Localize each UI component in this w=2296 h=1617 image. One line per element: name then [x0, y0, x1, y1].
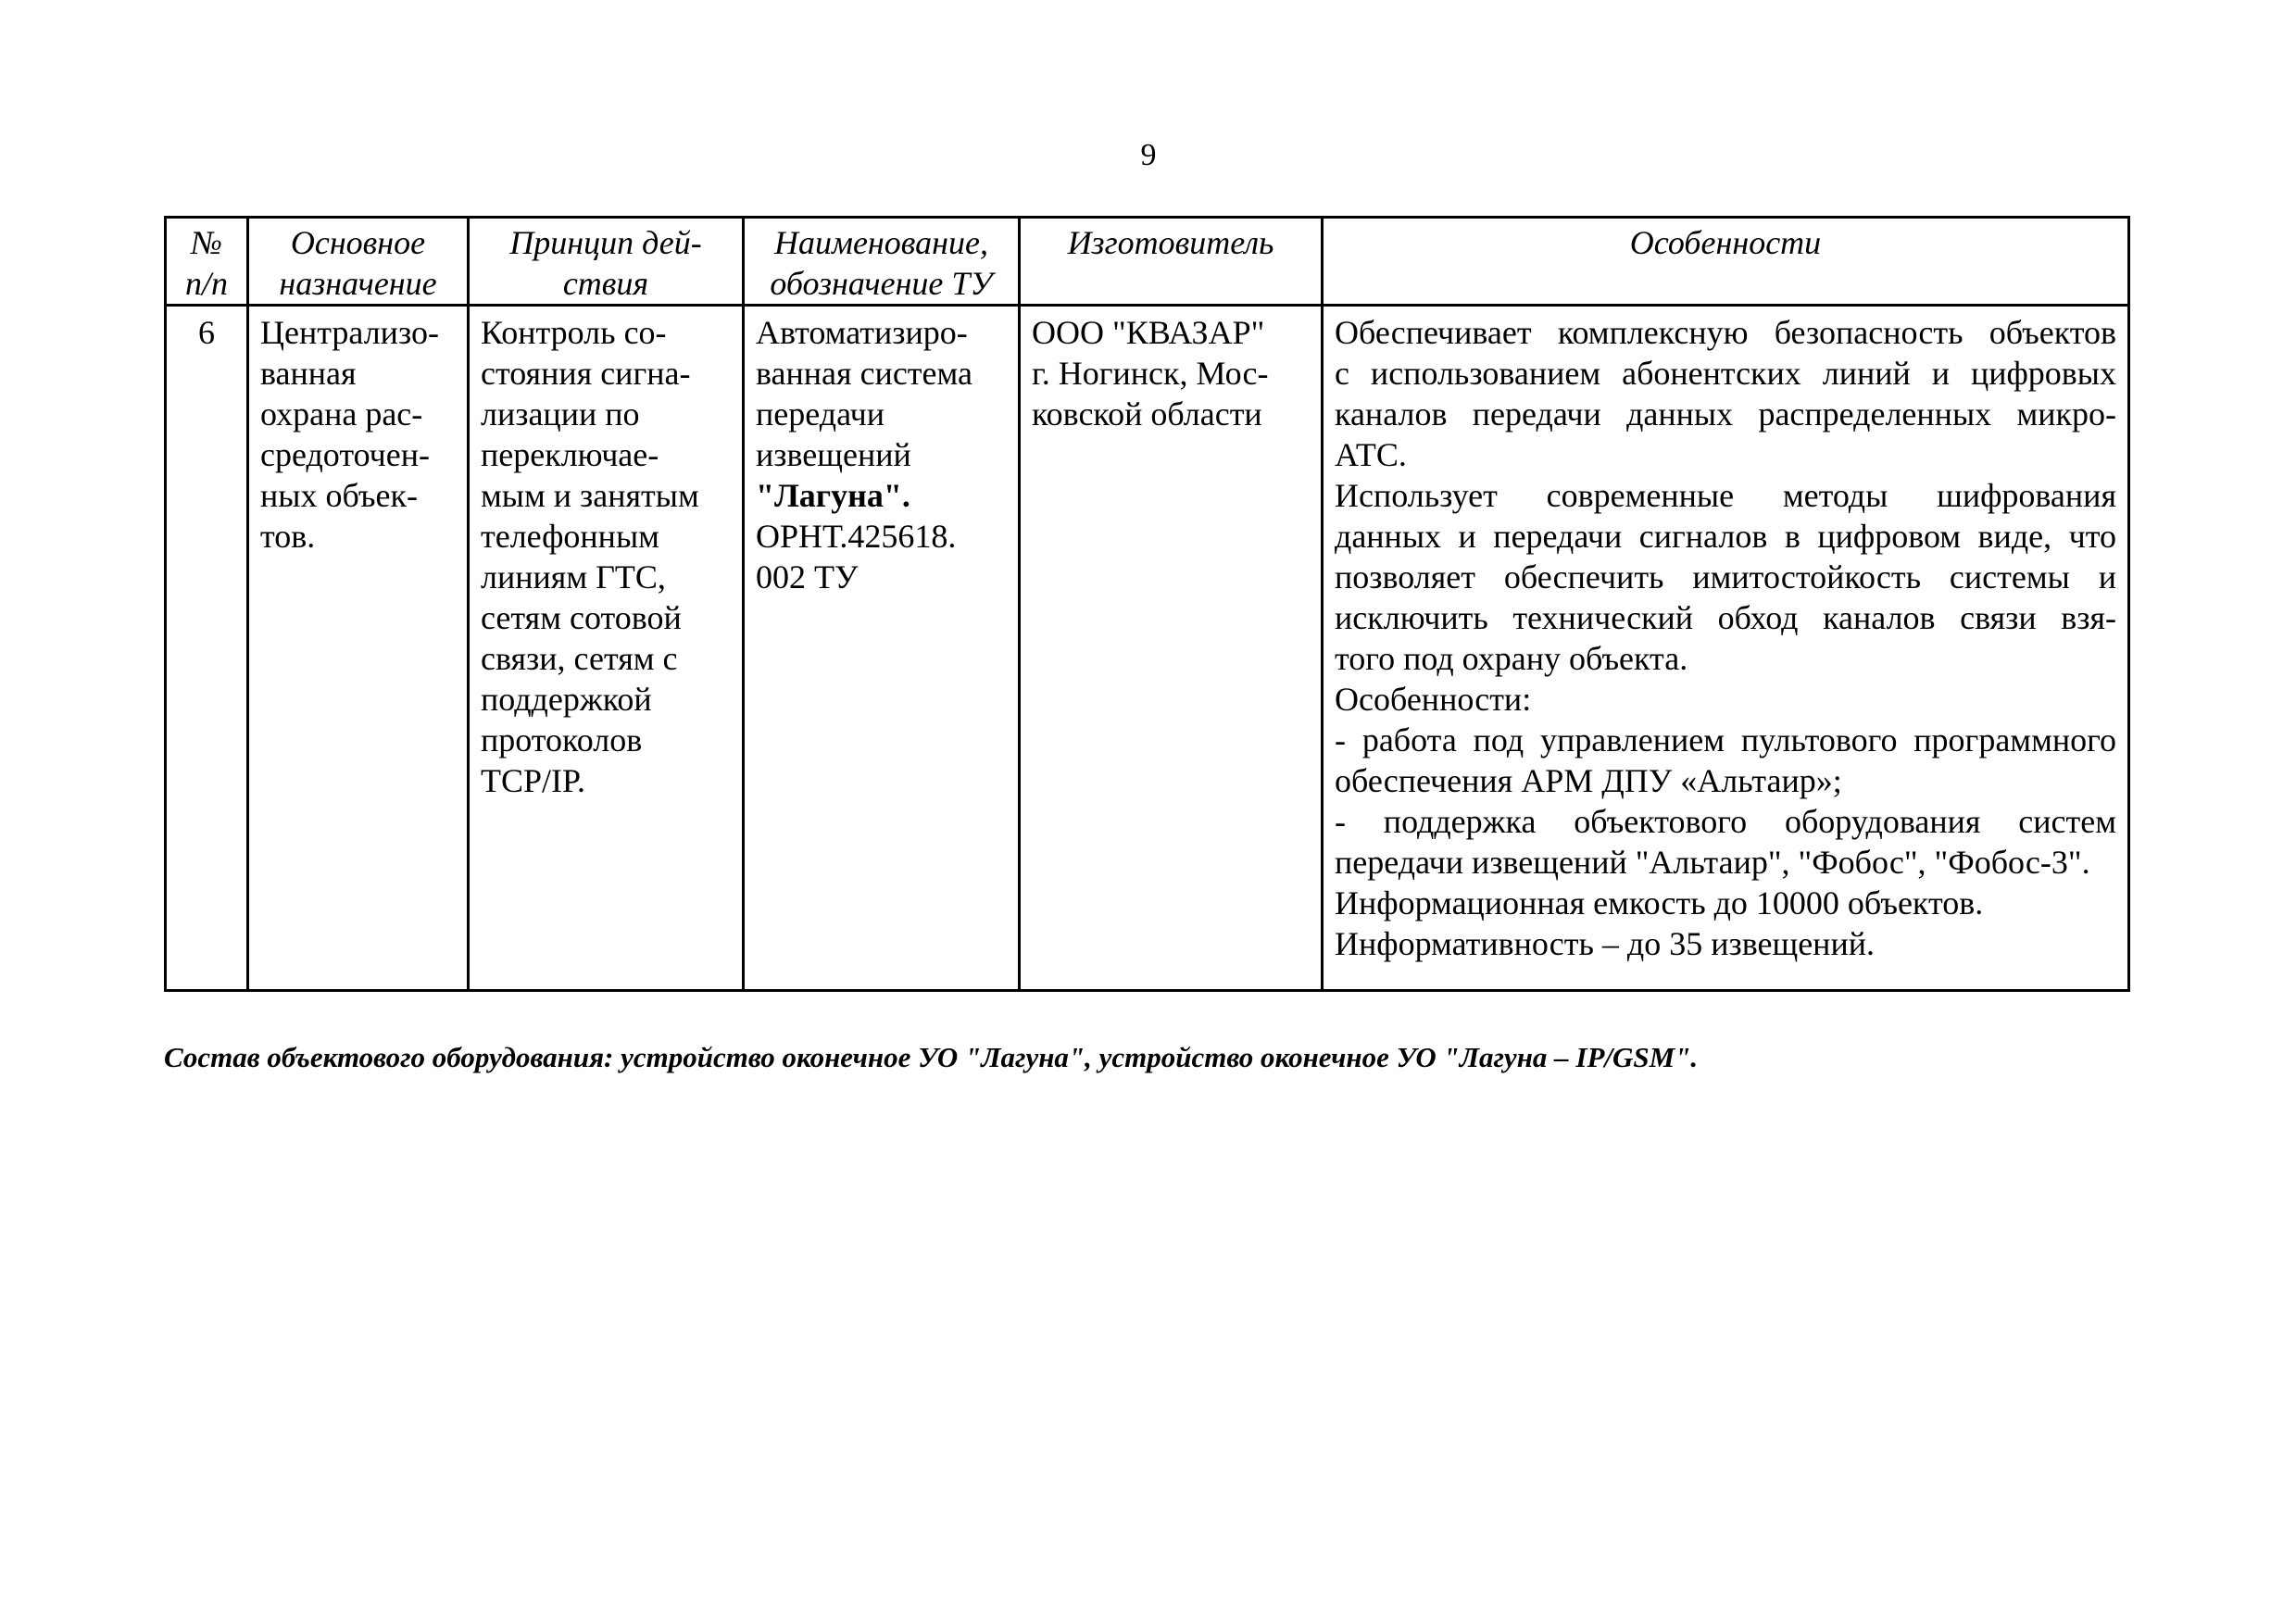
header-features: Особенности	[1323, 218, 2129, 306]
page-number: 9	[1140, 138, 1157, 172]
table-header-row	[166, 218, 2129, 306]
equipment-table	[164, 216, 2130, 992]
header-name: Наименование, обозначение ТУ	[744, 218, 1020, 306]
table-row	[166, 306, 2129, 991]
features-line: каналов передачи данных распределенных микро-	[1335, 395, 2116, 432]
features-line: Использует современные методы шифрования	[1335, 477, 2116, 514]
features-line: - работа под управлением пультового программного	[1335, 721, 2116, 758]
equipment-composition-note: Состав объектового оборудования: устройство оконечное УО "Лагуна", устройство оконечное УО "Лагуна – IP/GSM".	[164, 1041, 1699, 1073]
header-number: № п/п	[166, 218, 248, 306]
features-line: обеспечения АРМ ДПУ «Альтаир»;	[1335, 762, 1842, 799]
features-line: - поддержка объектового оборудования систем	[1335, 803, 2116, 840]
features-line: передачи извещений "Альтаир", "Фобос", "Фобос-3".	[1335, 844, 2090, 881]
features-line: АТС.	[1335, 436, 1407, 473]
features-line: позволяет обеспечить имитостойкость системы и	[1335, 558, 2116, 595]
features-line: исключить технический обход каналов связи взя-	[1335, 599, 2116, 636]
features-line: с использованием абонентских линий и цифровых	[1335, 355, 2116, 392]
cell-number: 6	[166, 306, 248, 991]
features-line: Особенности:	[1335, 681, 1532, 718]
features-line: Обеспечивает комплексную безопасность объектов	[1335, 314, 2116, 351]
features-line: Информационная емкость до 10000 объектов.	[1335, 884, 1984, 921]
header-principle: Принцип дей- ствия	[469, 218, 744, 306]
header-purpose: Основное назначение	[248, 218, 469, 306]
cell-purpose: Централизо- ванная охрана рас- средоточен- ных объек- тов.	[248, 306, 469, 991]
cell-name: Автоматизиро- ванная система передачи извещений "Лагуна". ОРНТ.425618. 002 ТУ	[744, 306, 1020, 991]
cell-manufacturer: ООО "КВАЗАР" г. Ногинск, Мос- ковской области	[1020, 306, 1323, 991]
header-manufacturer: Изготовитель	[1020, 218, 1323, 306]
cell-features	[1323, 306, 2129, 991]
features-line: того под охрану объекта.	[1335, 640, 1688, 677]
cell-principle: Контроль со- стояния сигна- лизации по переключае- мым и занятым телефонным линиям ГТС, сетям сотовой связи, сетям с поддержкой протоколов TCP/IP.	[469, 306, 744, 991]
features-line: данных и передачи сигналов в цифровом виде, что	[1335, 518, 2116, 555]
product-name: "Лагуна".	[756, 477, 910, 514]
features-line: Информативность – до 35 извещений.	[1335, 925, 1875, 962]
